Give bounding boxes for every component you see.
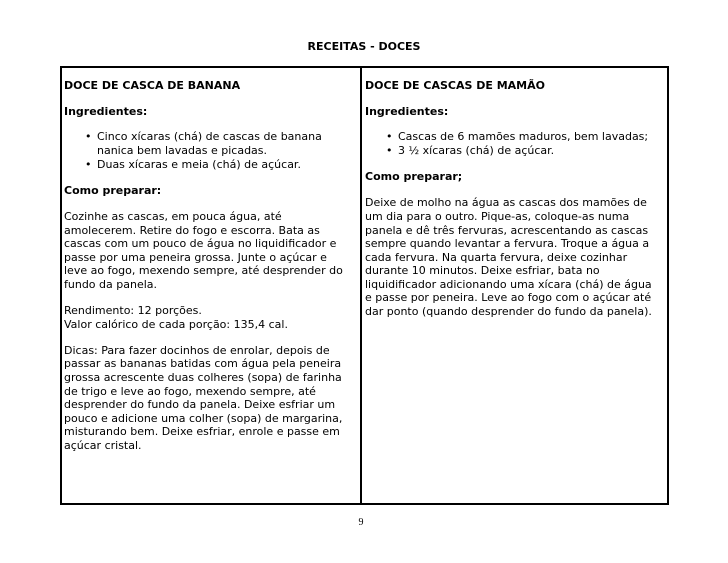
ingredient-item [97,158,360,172]
yield-line: Valor calórico de cada porção: 135,4 cal. [64,317,288,331]
ingredient-line: 3 ½ xícaras (chá) de açúcar. [398,143,555,157]
method-line: passe por uma peneira grossa. Junte o açúcar e [64,250,327,264]
method-line: amolecerem. Retire do fogo e escorra. Bata as [64,223,320,237]
method-paragraph [64,210,360,292]
bullet-icon [386,144,394,158]
method-line: cascas com um pouco de água no liquidificador e [64,237,337,251]
method-line: e passe por peneira. Leve ao fogo com o açúcar até [365,291,652,305]
ingredient-line: nanica bem lavadas e picadas. [97,143,268,157]
ingredient-text [398,144,665,158]
recipe-title: DOCE DE CASCA DE BANANA [64,79,241,93]
method-heading: Como preparar: [64,183,162,197]
page-title: RECEITAS - DOCES [307,40,421,53]
ingredient-text [97,158,360,172]
bullet-icon [85,158,93,172]
tips-line: de trigo e leve ao fogo, mexendo sempre, até [64,384,316,398]
ingredient-item [97,130,360,157]
bullet-icon [85,130,93,144]
bullet-icon [386,130,394,144]
method-paragraph [365,196,665,318]
tips-line: desprender do fundo da panela. Deixe esfriar um [64,398,336,412]
ingredient-list [64,130,360,171]
ingredient-item [398,130,665,144]
method-line: Deixe de molho na água as cascas dos mamões de [365,196,647,210]
ingredient-line: Cinco xícaras (chá) de cascas de banana [97,130,322,144]
ingredient-text [97,130,360,157]
ingredient-list [365,130,665,157]
recipe-table [60,66,669,505]
ingredient-line: Cascas de 6 mamões maduros, bem lavadas; [398,130,649,144]
method-line: fundo da panela. [64,277,158,291]
method-line: panela e dê três fervuras, acrescentando as cascas [365,223,649,237]
ingredient-line: Duas xícaras e meia (chá) de açúcar. [97,157,301,171]
tips-paragraph [64,344,360,453]
ingredients-heading: Ingredientes: [64,105,148,119]
tips-line: açúcar cristal. [64,439,142,453]
method-line: Cozinhe as cascas, em pouca água, até [64,209,282,223]
tips-line: pouco e adicione uma colher (sopa) de margarina, [64,411,343,425]
ingredients-heading: Ingredientes: [365,105,449,119]
method-line: leve ao fogo, mexendo sempre, até desprender do [64,264,343,278]
recipe-cell-banana [62,68,362,503]
tips-line: misturando bem. Deixe esfriar, enrole e passe em [64,425,340,439]
method-heading: Como preparar; [365,170,463,184]
method-line: dar ponto (quando desprender do fundo da panela). [365,305,652,319]
method-line: durante 10 minutos. Deixe esfriar, bata no [365,264,600,278]
method-line: liquidificador adicionando uma xícara (chá) de água [365,277,652,291]
tips-line: passar as bananas batidas com água pela peneira [64,357,342,371]
ingredient-item [398,144,665,158]
page-number: 9 [358,517,364,528]
tips-line: Dicas: Para fazer docinhos de enrolar, depois de [64,343,330,357]
method-line: um dia para o outro. Pique-as, coloque-as numa [365,209,630,223]
recipe-cell-papaya [362,68,665,503]
method-line: sempre quando levantar a fervura. Troque a água a [365,237,650,251]
tips-line: grossa acrescente duas colheres (sopa) de farinha [64,371,342,385]
ingredient-text [398,130,665,144]
method-line: cada fervura. Na quarta fervura, deixe cozinhar [365,250,628,264]
recipe-title: DOCE DE CASCAS DE MAMÃO [365,79,545,93]
yield-note [64,304,360,331]
yield-line: Rendimento: 12 porções. [64,304,202,318]
